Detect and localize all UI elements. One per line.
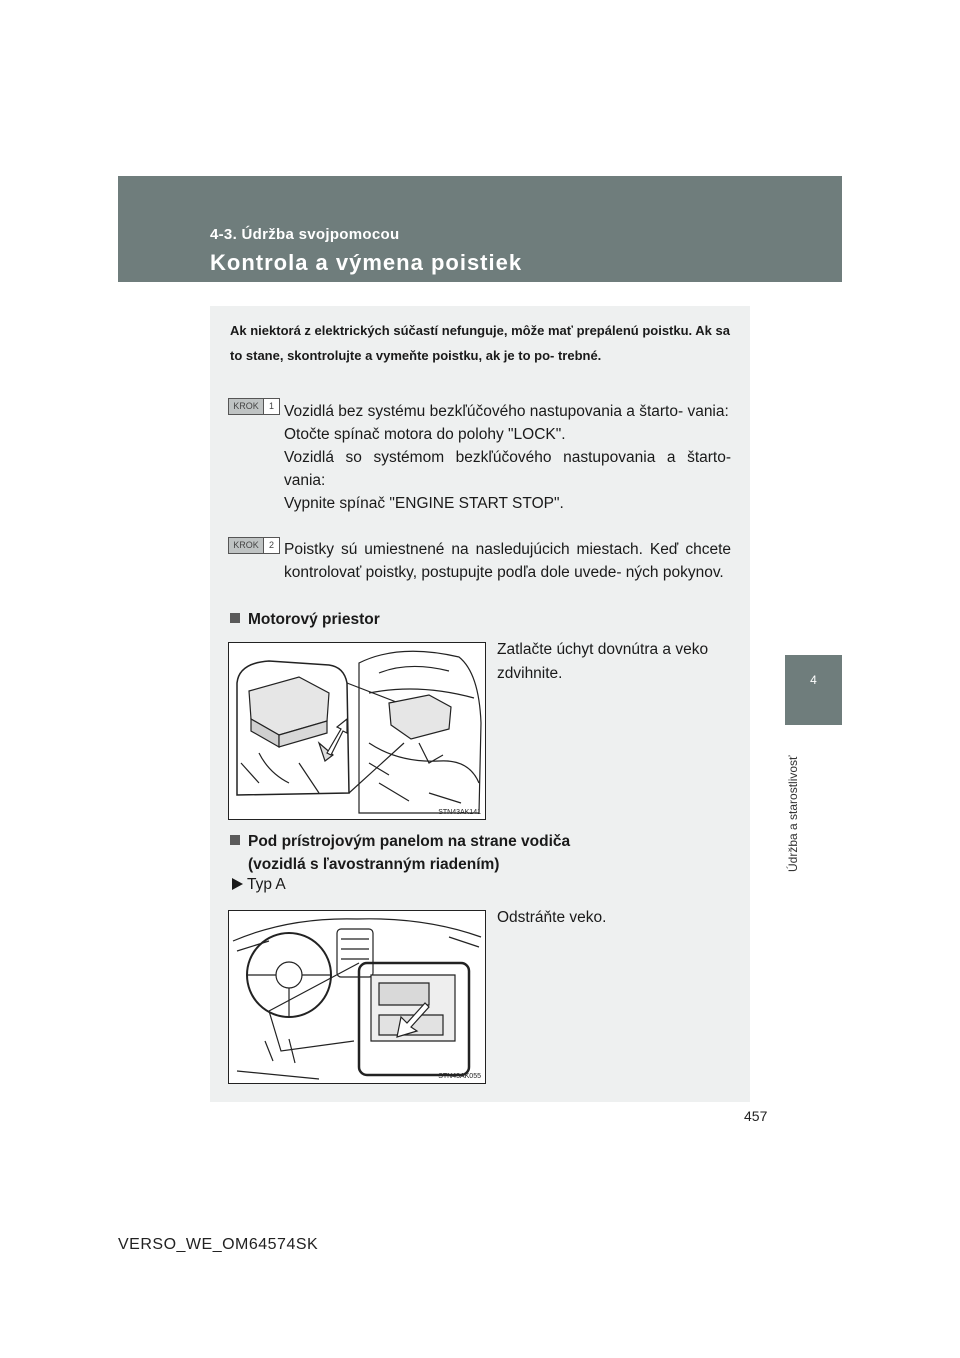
heading-text: Pod prístrojovým panelom na strane vodiča bbox=[248, 833, 571, 850]
type-label-text: Typ A bbox=[247, 876, 286, 893]
chapter-caption: Údržba a starostlivosť bbox=[786, 755, 800, 872]
step-badge-number: 1 bbox=[263, 399, 279, 414]
heading-text-line2: (vozidlá s ľavostranným riadením) bbox=[248, 856, 500, 873]
step-badge-number: 2 bbox=[263, 538, 279, 553]
square-bullet-icon bbox=[230, 613, 240, 623]
engine-fuse-illustration bbox=[228, 642, 486, 820]
heading-engine-compartment bbox=[230, 608, 380, 631]
illustration-code: STN43AK055 bbox=[438, 1073, 481, 1080]
engine-caption: Zatlačte úchyt dovnútra a veko zdvihnite. bbox=[497, 641, 709, 682]
step-2-line: Poistky sú umiestnené na nasledujúcich miestach. Keď chcete kontrolovať poistky, postupujte podľa dole uvede- ných pokynov. bbox=[284, 541, 731, 581]
step-badge-2 bbox=[228, 537, 280, 554]
step-1-line: Otočte spínač motora do polohy "LOCK". bbox=[284, 426, 566, 443]
step-1-line: Vozidlá so systémom bezkľúčového nastupovania a štarto- vania: bbox=[284, 449, 731, 489]
page-title: Kontrola a výmena poistiek bbox=[210, 250, 523, 275]
section-label: 4-3. Údržba svojpomocou bbox=[210, 226, 400, 243]
dash-caption: Odstráňte veko. bbox=[497, 909, 607, 926]
engine-compartment-drawing bbox=[229, 643, 485, 819]
illustration-code: STN43AK141 bbox=[438, 809, 481, 816]
document-code: VERSO_WE_OM64574SK bbox=[118, 1236, 319, 1253]
heading-under-instrument-panel bbox=[230, 830, 570, 876]
type-a-label bbox=[232, 876, 286, 894]
step-1-text bbox=[284, 400, 731, 515]
page-number: 457 bbox=[744, 1108, 768, 1124]
dash-fuse-illustration bbox=[228, 910, 486, 1084]
step-1-line: Vozidlá bez systému bezkľúčového nastupovania a štarto- vania: bbox=[284, 403, 729, 420]
step-1-line: Vypnite spínač "ENGINE START STOP". bbox=[284, 495, 564, 512]
chapter-number: 4 bbox=[810, 673, 817, 687]
instrument-panel-drawing bbox=[229, 911, 485, 1083]
heading-text: Motorový priestor bbox=[248, 611, 380, 628]
step-badge-1 bbox=[228, 398, 280, 415]
pointer-arrow-icon bbox=[232, 878, 243, 890]
step-badge-word: KROK bbox=[229, 538, 263, 553]
step-badge-word: KROK bbox=[229, 399, 263, 414]
chapter-tab bbox=[785, 655, 842, 725]
square-bullet-icon bbox=[230, 835, 240, 845]
intro-paragraph: Ak niektorá z elektrických súčastí nefunguje, môže mať prepálenú poistku. Ak sa to stane, skontrolujte a vymeňte poistku, ak je to po- trebné. bbox=[230, 323, 730, 363]
step-2-text bbox=[284, 538, 731, 584]
